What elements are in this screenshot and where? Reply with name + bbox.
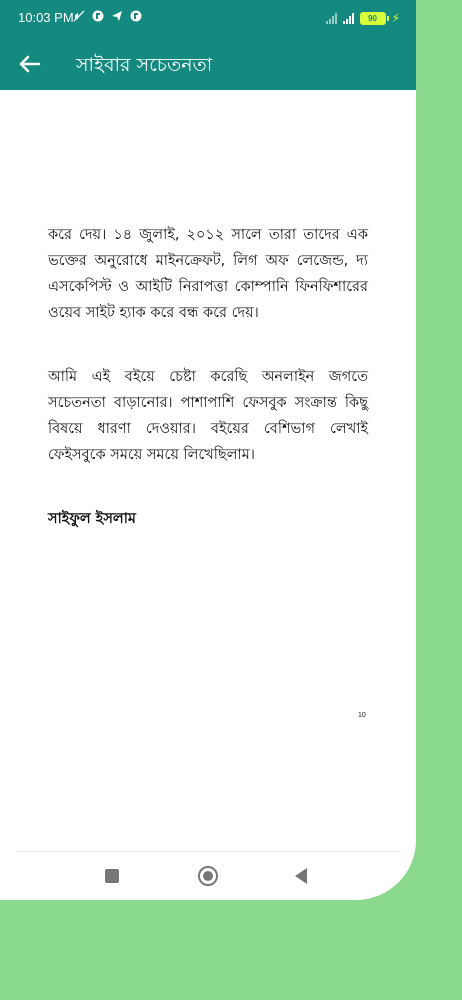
recents-icon[interactable] bbox=[105, 869, 119, 883]
home-icon[interactable] bbox=[198, 866, 218, 886]
app-badge-icon bbox=[130, 10, 142, 22]
telegram-icon bbox=[111, 10, 123, 22]
app-badge-icon bbox=[92, 10, 104, 22]
paragraph: আমি এই বইয়ে চেষ্টা করেছি অনলাইন জগতে সচেতনতা বাড়ানোর। পাশাপাশি ফেসবুক সংক্রান্ত কিছু বিষয়ে ধারণা দেওয়ার। বইয়ের বেশিভাগ লেখাই ফেইসবুকে সময়ে সময়ে লিখেছিলাম। bbox=[48, 369, 368, 463]
arrow-left-icon[interactable] bbox=[16, 50, 44, 78]
paragraph: করে দেয়। ১৪ জুলাই, ২০১২ সালে তারা তাদের এক ভক্তের অনুরোধে মাইনক্রেফট, লিগ অফ লেজেন্ড, দ্য এসকেপিস্ট ও আইটি নিরাপত্তা কোম্পানি ফিনফিশারের ওয়েব সাইট হ্যাক করে বন্ধ করে দেয়। bbox=[48, 227, 368, 321]
author-name: সাইফুল ইসলাম bbox=[48, 511, 136, 527]
app-bar bbox=[0, 38, 416, 90]
page-number: 10 bbox=[358, 712, 366, 719]
book-content bbox=[48, 222, 368, 532]
signal-icon bbox=[343, 12, 354, 24]
page-title: সাইবার সচেতনতা bbox=[76, 54, 213, 76]
status-time: 10:03 PM bbox=[18, 10, 74, 25]
navigation-bar bbox=[16, 851, 400, 900]
status-bar bbox=[0, 0, 416, 38]
nosound-icon bbox=[73, 10, 85, 22]
signal-icon bbox=[326, 12, 337, 24]
battery-icon: 90 bbox=[360, 12, 386, 25]
notification-icons bbox=[73, 10, 142, 22]
status-right bbox=[326, 11, 400, 25]
back-triangle-icon[interactable] bbox=[295, 868, 307, 884]
charging-icon: ⚡ bbox=[391, 11, 400, 25]
